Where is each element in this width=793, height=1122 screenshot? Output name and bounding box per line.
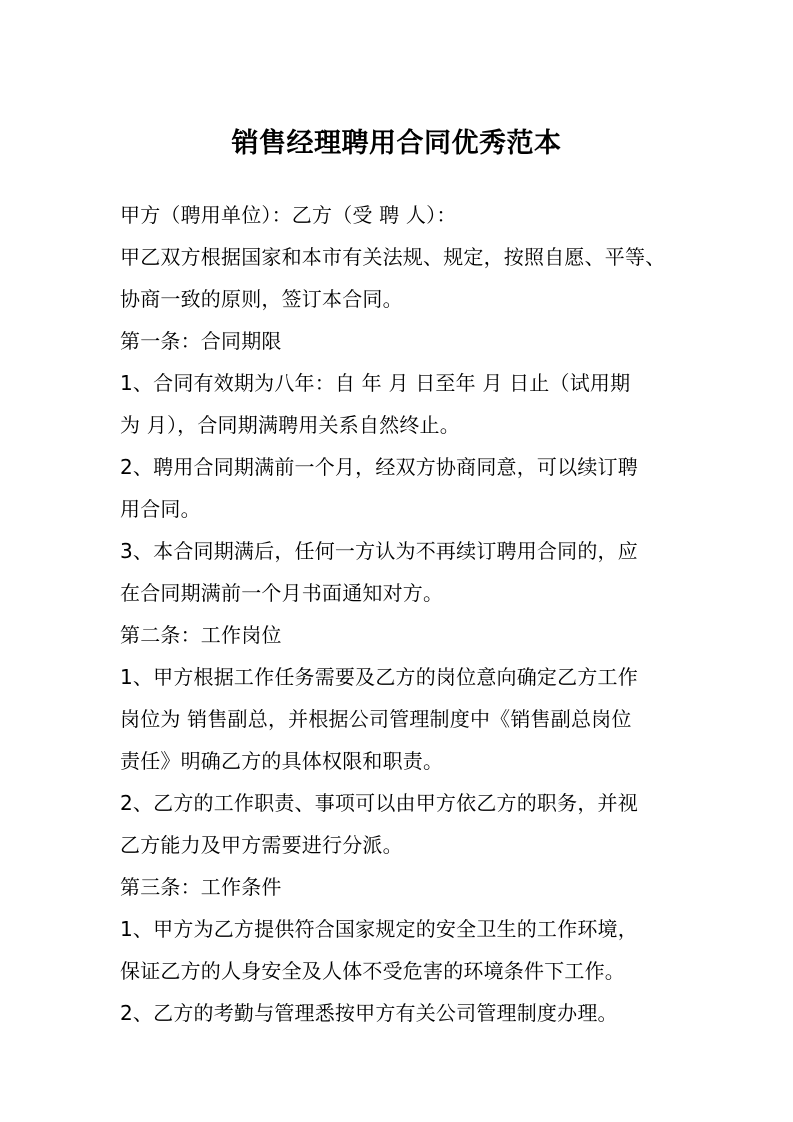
preamble-line-2: 协商一致的原则，签订本合同。 bbox=[120, 287, 403, 311]
article-3-clause-2-line-1: 2、乙方的考勤与管理悉按甲方有关公司管理制度办理。 bbox=[120, 1001, 618, 1025]
article-3-heading: 第三条：工作条件 bbox=[120, 875, 282, 899]
article-1-clause-3-line-1: 3、本合同期满后，任何一方认为不再续订聘用合同的，应 bbox=[120, 539, 638, 563]
party-line: 甲方（聘用单位）：乙方（受 聘 人）： bbox=[120, 203, 457, 227]
article-3-clause-1-line-1: 1、甲方为乙方提供符合国家规定的安全卫生的工作环境， bbox=[120, 917, 638, 941]
article-2-clause-1-line-1: 1、甲方根据工作任务需要及乙方的岗位意向确定乙方工作 bbox=[120, 665, 638, 689]
article-2-clause-1-line-2: 岗位为 销售副总，并根据公司管理制度中《销售副总岗位 bbox=[120, 707, 632, 731]
preamble-line-1: 甲乙双方根据国家和本市有关法规、规定，按照自愿、平等、 bbox=[120, 245, 666, 269]
article-1-clause-2-line-2: 用合同。 bbox=[120, 497, 201, 521]
document-title: 销售经理聘用合同优秀范本 bbox=[231, 128, 562, 159]
article-1-clause-1-line-1: 1、合同有效期为八年：自 年 月 日至年 月 日止（试用期 bbox=[120, 371, 631, 395]
document-body bbox=[120, 194, 690, 1034]
article-1-clause-2-line-1: 2、聘用合同期满前一个月，经双方协商同意，可以续订聘 bbox=[120, 455, 638, 479]
article-2-clause-1-line-3: 责任》明确乙方的具体权限和职责。 bbox=[120, 749, 444, 773]
article-1-clause-1-line-2: 为 月），合同期满聘用关系自然终止。 bbox=[120, 413, 460, 437]
article-1-clause-3-line-2: 在合同期满前一个月书面通知对方。 bbox=[120, 581, 444, 605]
article-2-clause-2-line-2: 乙方能力及甲方需要进行分派。 bbox=[120, 833, 403, 857]
article-1-heading: 第一条：合同期限 bbox=[120, 329, 282, 353]
article-2-heading: 第二条：工作岗位 bbox=[120, 623, 282, 647]
article-3-clause-1-line-2: 保证乙方的人身安全及人体不受危害的环境条件下工作。 bbox=[120, 959, 625, 983]
article-2-clause-2-line-1: 2、乙方的工作职责、事项可以由甲方依乙方的职务，并视 bbox=[120, 791, 638, 815]
